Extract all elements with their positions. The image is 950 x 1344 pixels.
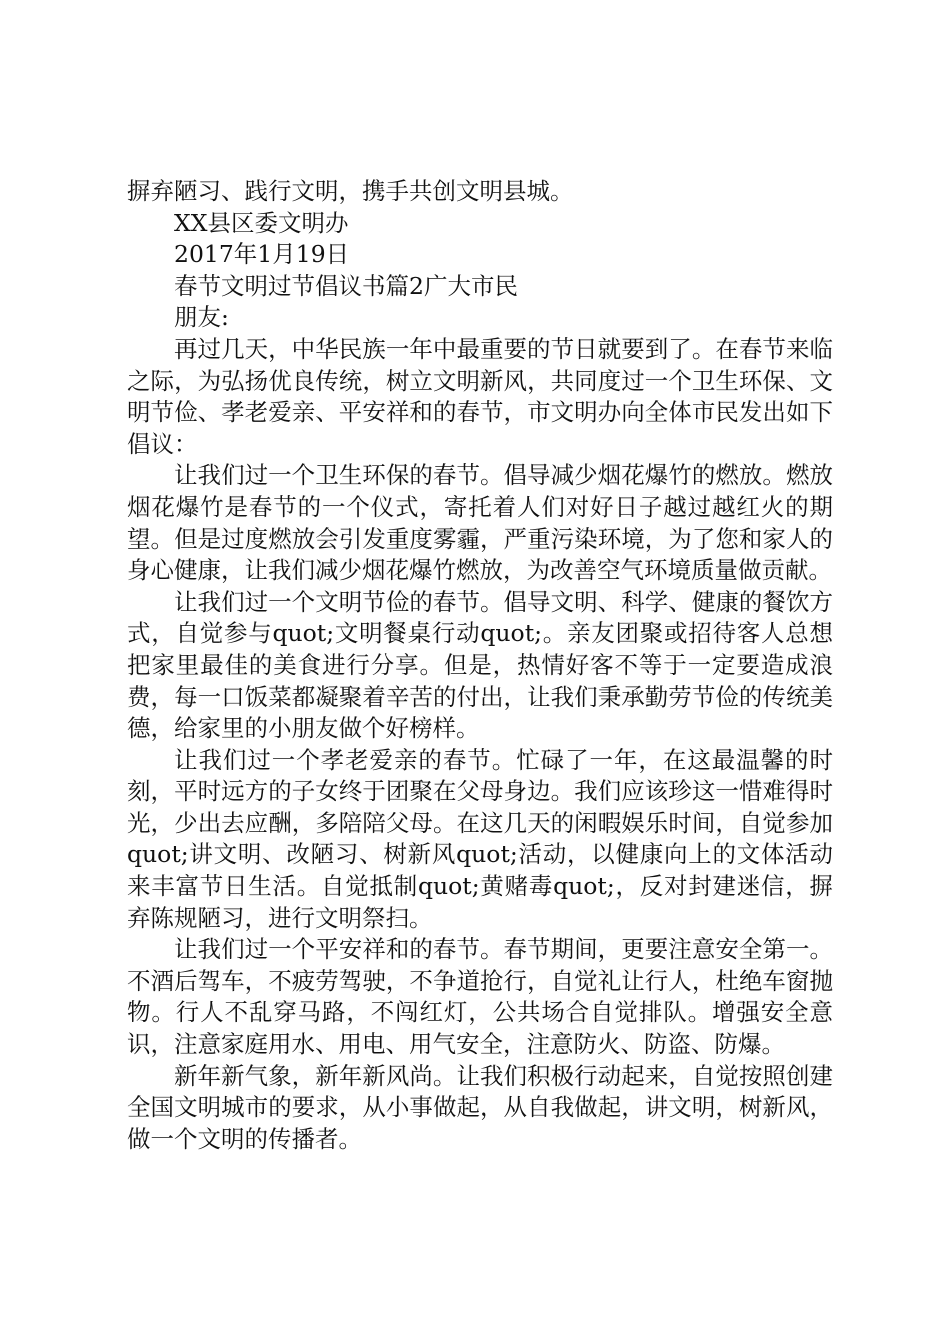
opening-line: 摒弃陋习、践行文明，携手共创文明县城。	[127, 177, 574, 205]
paragraph-intro: 再过几天，中华民族一年中最重要的节日就要到了。在春节来临之际，为弘扬优良传统，树立文明新风，共同度过一个卫生环保、文明节俭、孝老爱亲、平安祥和的春节，市文明办向全体市民发出如下倡议：	[127, 334, 833, 458]
salutation: 朋友:	[174, 303, 229, 332]
paragraph-thrift: 让我们过一个文明节俭的春节。倡导文明、科学、健康的餐饮方式，自觉参与quot;文明餐桌行动quot;。亲友团聚或招待客人总想把家里最佳的美食进行分享。但是，热情好客不等于一定要造成浪费，每一口饭菜都凝聚着辛苦的付出，让我们秉承勤劳节俭的传统美德，给家里的小朋友做个好榜样。	[127, 587, 833, 743]
signature-date: 2017年1月19日	[174, 240, 350, 269]
paragraph-environment: 让我们过一个卫生环保的春节。倡导减少烟花爆竹的燃放。燃放烟花爆竹是春节的一个仪式，寄托着人们对好日子越过越红火的期望。但是过度燃放会引发重度雾霾，严重污染环境，为了您和家人的身心健康，让我们减少烟花爆竹燃放，为改善空气环境质量做贡献。	[127, 461, 833, 585]
section-title: 春节文明过节倡议书篇2广大市民	[174, 271, 518, 300]
paragraph-closing: 新年新气象，新年新风尚。让我们积极行动起来，自觉按照创建全国文明城市的要求，从小事做起，从自我做起，讲文明，树新风，做一个文明的传播者。	[127, 1061, 833, 1153]
paragraph-safety: 让我们过一个平安祥和的春节。春节期间，更要注意安全第一。不酒后驾车，不疲劳驾驶，不争道抢行，自觉礼让行人，杜绝车窗抛物。行人不乱穿马路，不闯红灯，公共场合自觉排队。增强安全意识，注意家庭用水、用电、用气安全，注意防火、防盗、防爆。	[127, 935, 833, 1059]
document-body	[127, 176, 833, 1155]
paragraph-family: 让我们过一个孝老爱亲的春节。忙碌了一年，在这最温馨的时刻，平时远方的子女终于团聚在父母身边。我们应该珍这一惜难得时光，少出去应酬，多陪陪父母。在这几天的闲暇娱乐时间，自觉参加quot;讲文明、改陋习、树新风quot;活动，以健康向上的文体活动来丰富节日生活。自觉抵制quot;黄赌毒quot;，反对封建迷信，摒弃陈规陋习，进行文明祭扫。	[127, 745, 833, 932]
signature-org: XX县区委文明办	[174, 208, 349, 237]
